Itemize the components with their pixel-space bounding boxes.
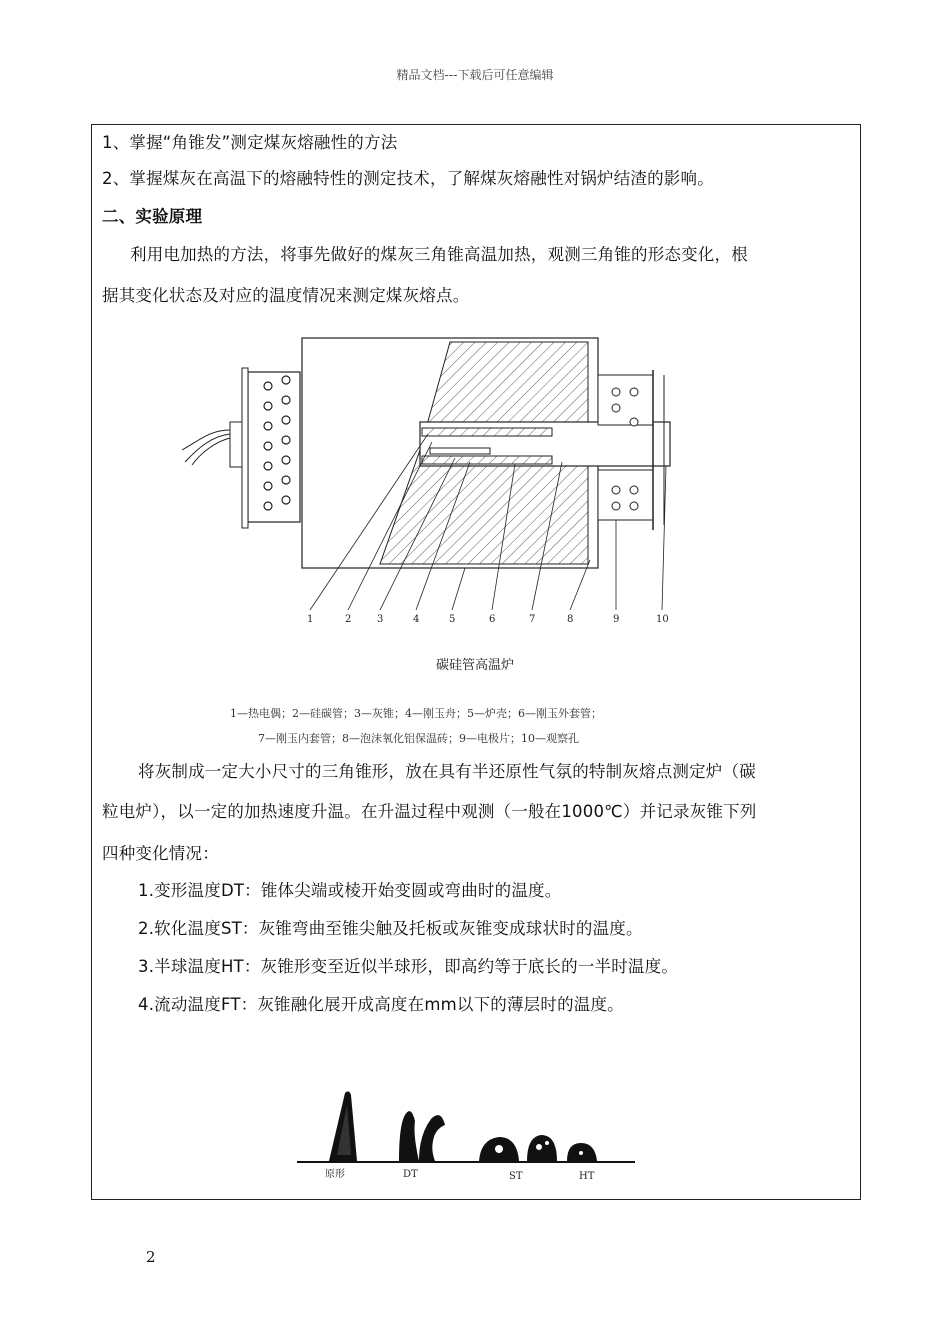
- diagram-label-10: 10: [656, 614, 669, 625]
- furnace-diagram: [170, 330, 690, 630]
- diagram-label-5: 5: [449, 614, 456, 625]
- cone-label-original: 原形: [325, 1169, 345, 1180]
- diagram-label-7: 7: [529, 614, 536, 625]
- stage-ft: 4.流动温度FT：灰锥融化展开成高度在mm以下的薄层时的温度。: [138, 995, 624, 1014]
- figure-caption: 碳硅管高温炉: [435, 658, 514, 673]
- stage-st: 2.软化温度ST：灰锥弯曲至锥尖触及托板或灰锥变成球状时的温度。: [138, 919, 643, 938]
- cone-label-dt: DT: [403, 1169, 418, 1180]
- diagram-label-1: 1: [307, 614, 314, 625]
- figure-legend-line-1: 1—热电偶；2—硅碳管；3—灰锥；4—刚玉舟；5—炉壳；6—刚玉外套管；: [230, 707, 602, 720]
- diagram-label-3: 3: [377, 614, 384, 625]
- stage-dt: 1.变形温度DT：锥体尖端或棱开始变圆或弯曲时的温度。: [138, 881, 562, 900]
- diagram-label-4: 4: [413, 614, 420, 625]
- objective-2: 2、掌握煤灰在高温下的熔融特性的测定技术，了解煤灰熔融性对锅炉结渣的影响。: [102, 169, 714, 188]
- page-number: 2: [146, 1248, 156, 1266]
- cone-stages-figure: [295, 1085, 640, 1185]
- cone-label-ht: HT: [579, 1171, 595, 1182]
- cone-label-st: ST: [509, 1171, 523, 1182]
- stage-ht: 3.半球温度HT：灰锥形变至近似半球形，即高约等于底长的一半时温度。: [138, 957, 679, 976]
- diagram-label-6: 6: [489, 614, 496, 625]
- principle-line-1: 利用电加热的方法，将事先做好的煤灰三角锥高温加热，观测三角锥的形态变化，根: [130, 245, 748, 264]
- objective-1: 1、掌握“角锥发”测定煤灰熔融性的方法: [102, 133, 398, 152]
- diagram-label-8: 8: [567, 614, 574, 625]
- diagram-label-2: 2: [345, 614, 352, 625]
- principle-line-2: 据其变化状态及对应的温度情况来测定煤灰熔点。: [102, 286, 470, 305]
- procedure-line-1: 将灰制成一定大小尺寸的三角锥形，放在具有半还原性气氛的特制灰熔点测定炉（碳: [138, 762, 756, 781]
- procedure-line-2: 粒电炉），以一定的加热速度升温。在升温过程中观测（一般在1000℃）并记录灰锥下列: [102, 802, 757, 821]
- procedure-line-3: 四种变化情况：: [102, 844, 219, 863]
- page-header: 精品文档---下载后可任意编辑: [396, 68, 554, 82]
- diagram-label-9: 9: [613, 614, 620, 625]
- figure-legend-line-2: 7—刚玉内套管；8—泡沫氧化铝保温砖；9—电极片；10—观察孔: [258, 732, 579, 745]
- section-title: 二、实验原理: [102, 207, 203, 226]
